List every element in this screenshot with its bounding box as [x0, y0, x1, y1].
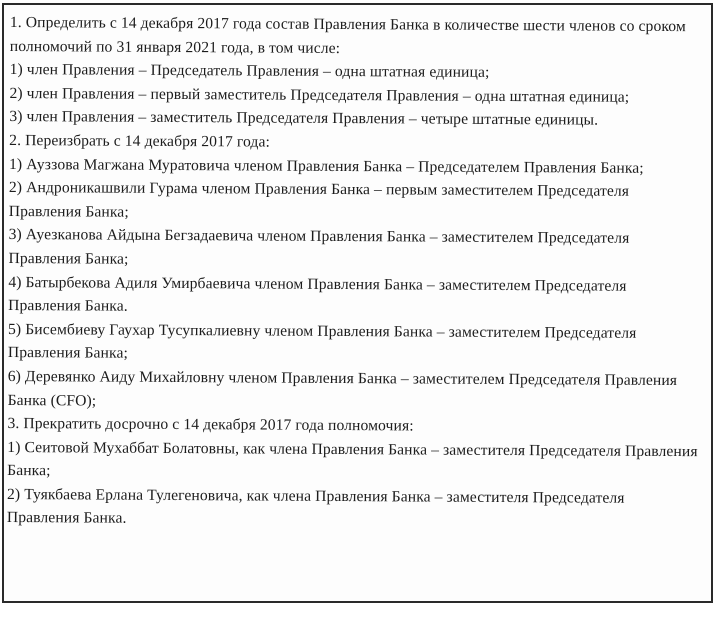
clause-2-item-5: 5) Бисембиеву Гаухар Тусупкалиевну членом Правления Банка – заместителем Председателя Правления Банка;: [7, 320, 637, 363]
clause-2-item-2: 2) Андроникашвили Гурама членом Правления Банка – первым заместителем Председателя Правления Банка;: [8, 179, 630, 221]
clause-3-item-2: 2) Туякбаева Ерлана Тулегеновича, как члена Правления Банка – заместителя Председателя Правления Банка.: [6, 485, 625, 528]
document-body: [7, 11, 702, 534]
clause-2-item-1: 1) Ауззова Магжана Муратовича членом Правления Банка – Председателем Правления Банка;: [9, 155, 644, 177]
clause-2-item-4: 4) Батырбекова Адиля Умирбаевича членом Правления Банка – заместителем Председателя Правления Банка.: [8, 273, 627, 315]
clause-3-text: 3. Прекратить досрочно с 14 декабря 2017 года полномочия:: [7, 415, 414, 435]
clause-1-item-2: 2) член Правления – первый заместитель Председателя Правления – одна штатная единица;: [9, 84, 630, 106]
clause-3-item-1: 1) Сеитовой Мухаббат Болатовны, как члена Правления Банка – заместителя Председателя Правления Банка;: [7, 438, 698, 480]
document-table-cell: [2, 3, 713, 603]
clause-1-item-1: 1) член Правления – Председатель Правления – одна штатная единица;: [9, 61, 490, 82]
clause-1-text: 1. Определить с 14 декабря 2017 года состав Правления Банка в количестве шести членов со сроком полномочий по 31 января 2021 года, в том числе:: [9, 13, 686, 57]
clause-2-item-3: 3) Ауезканова Айдына Бегзадаевича членом Правления Банка – заместителем Председателя Правления Банка;: [8, 226, 630, 268]
clause-1-item-3: 3) член Правления – заместитель Председателя Правления – четыре штатные единицы.: [9, 108, 599, 129]
clause-2-item-6: 6) Деревянко Аиду Михайловну членом Правления Банка – заместителем Председателя Правления Банка (CFO);: [7, 367, 678, 410]
clause-2-text: 2. Переизбрать с 14 декабря 2017 года:: [9, 131, 270, 151]
